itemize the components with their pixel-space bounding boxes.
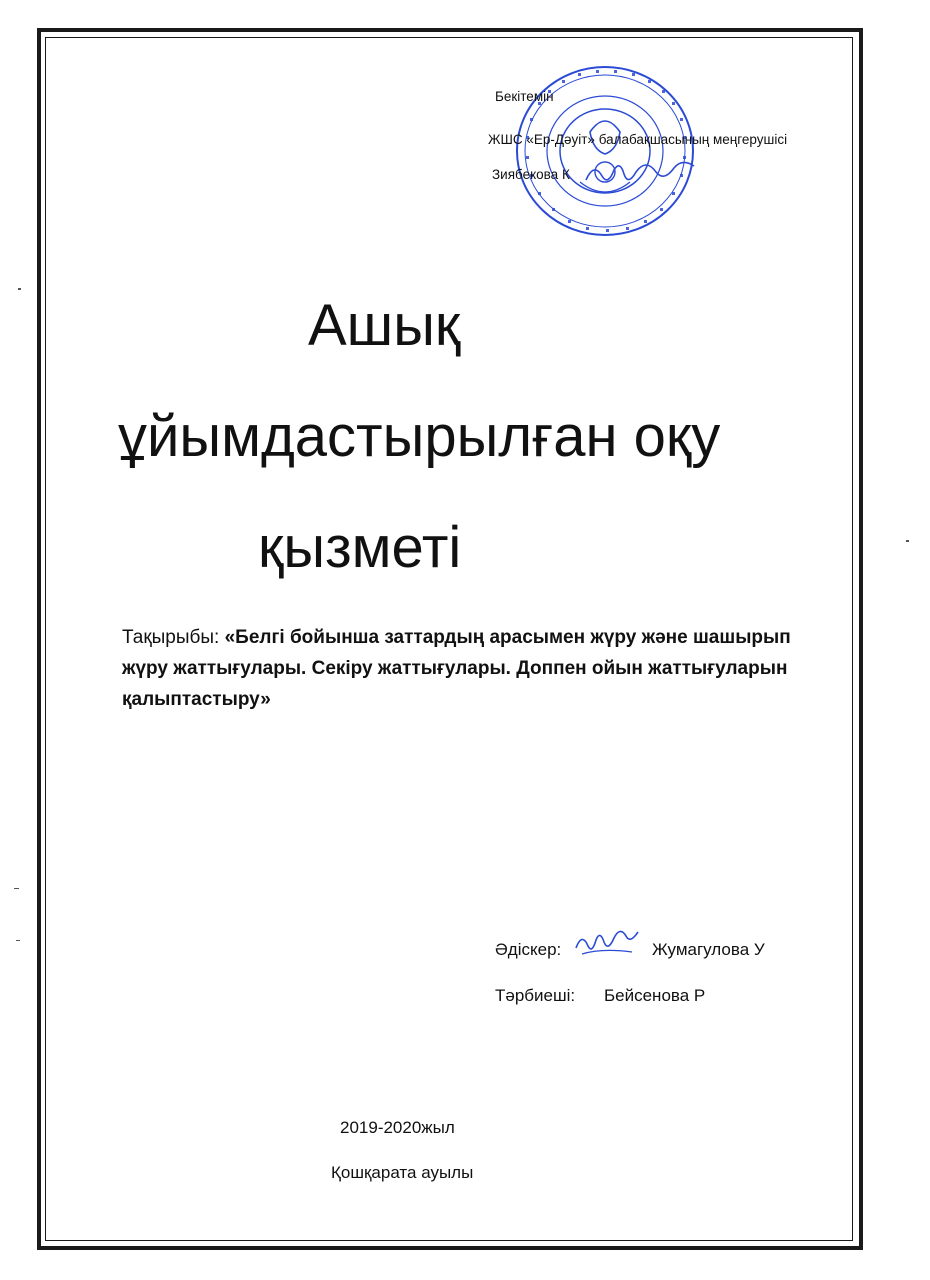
topic-label: Тақырыбы:	[122, 627, 225, 648]
scan-speck	[16, 940, 20, 941]
scan-speck	[906, 540, 909, 542]
teacher-name: Бейсенова Р	[604, 986, 706, 1005]
topic-paragraph	[122, 622, 822, 715]
village-name: Қошқарата ауылы	[331, 1163, 474, 1182]
director-signature	[582, 158, 702, 188]
scan-speck	[18, 288, 21, 290]
methodist-signature	[572, 928, 644, 960]
title-line-2: ұйымдастырылған оқу	[118, 404, 721, 469]
methodist-name: Жумагулова У	[652, 940, 765, 959]
organization-line: ЖШС «Ер-Дәуіт» балабақшасының меңгерушісі	[488, 132, 788, 147]
methodist-label: Әдіскер:	[495, 940, 562, 959]
scan-speck	[14, 888, 19, 889]
title-line-1: Ашық	[308, 293, 461, 358]
director-name: Зиябекова К	[492, 167, 570, 182]
academic-year: 2019-2020жыл	[340, 1118, 455, 1137]
teacher-label: Тәрбиеші:	[495, 986, 576, 1005]
topic-text: «Белгі бойынша заттардың арасымен жүру және шашырып жүру жаттығулары. Секіру жаттығулары. Доппен ойын жаттығуларын қалыптастыру»	[122, 627, 791, 710]
title-line-3: қызметі	[258, 515, 462, 580]
approved-label: Бекітемін	[495, 89, 554, 104]
